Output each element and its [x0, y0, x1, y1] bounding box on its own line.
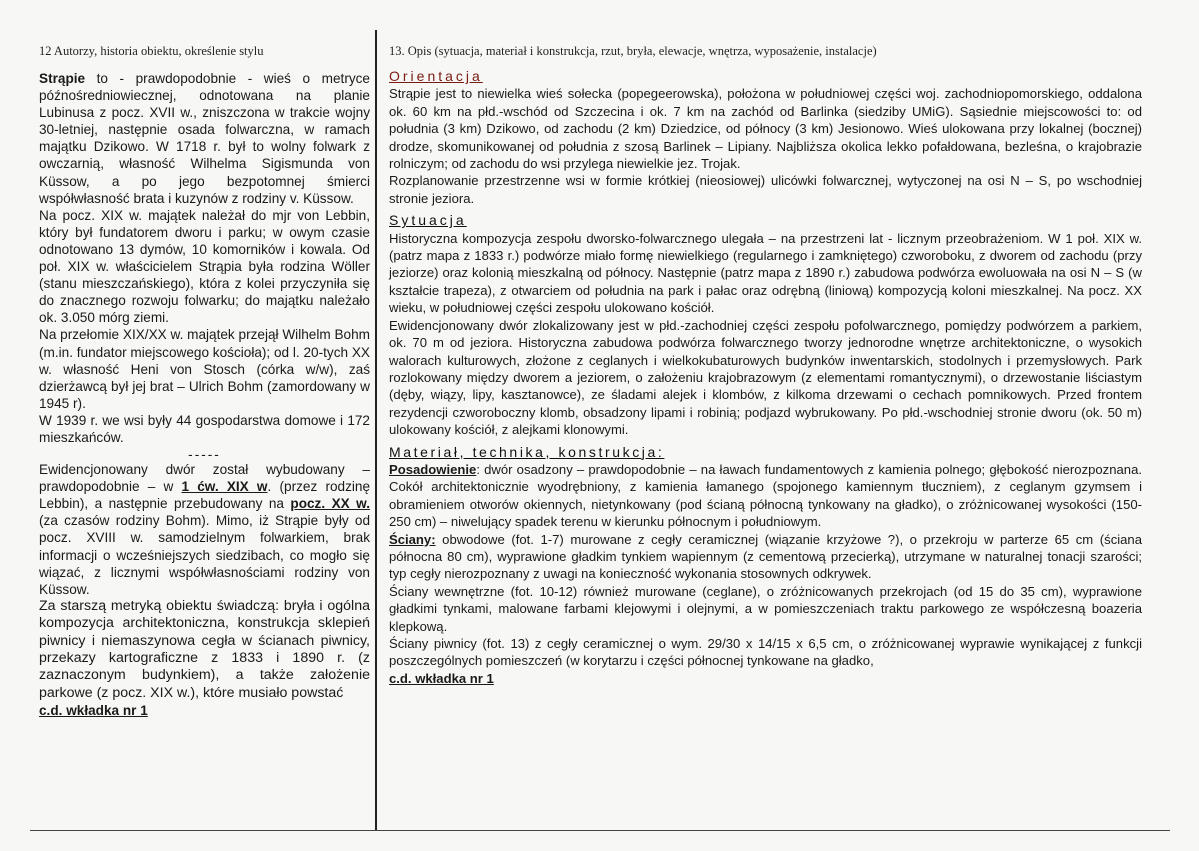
- history-paragraph-2: Na pocz. XIX w. majątek należał do mjr von Lebbin, który był fundatorem dworu i parku; w owym czasie odnotowano 13 dymów, 10 komorników i kowala. Od poł. XIX w. właścicielem Strąpia była rodzina Wöller (stanu mieszczańskiego), która z kolei przyczyniła się do znacznego rozwoju folwarku; do majątku należało ok. 3.050 mórg ziemi.: [39, 207, 370, 326]
- village-name: Strąpie: [39, 71, 86, 86]
- separator-dashes: -----: [188, 447, 221, 463]
- foundation-paragraph: Posadowienie: dwór osadzony – prawdopodobnie – na ławach fundamentowych z kamienia polnego; głębokość nierozpoznana. Cokół architektonicznie wyodrębniony, z kamienia łamanego (spojonego kamiennym tłuczniem), z ceglanym gzymsem i obramieniem otworów okiennych, nietynkowany (pod ścianą północną tynkowany na gładko), o zróżnicowanej wysokości (150-250 cm) – niwelujący spadek terenu w kierunku północnym i południowym.: [389, 461, 1142, 530]
- continued-insert-note: c.d. wkładka nr 1: [39, 703, 148, 719]
- orientation-paragraph-1: Strąpie jest to niewielka wieś sołecka (popegeerowska), położona w południowej części woj. zachodniopomorskiego, oddalona ok. 60 km na płd.-wschód od Szczecina i ok. 7 km na zachód od Barlinka (siedziby UMiG). Sąsiednie miejscowości to: od południa (3 km) Dzikowo, od zachodu (2 km) Dziedzice, od północy (3 km) Jesionowo. Wieś ulokowana przy lokalnej (bocznej) drodze, skomunikowanej od południa z szosą Barlinek – Lipiany. Najbliższa okolica lekko pofałdowana, bezleśna, o krajobrazie rolniczym; od zachodu do wsi przylega niewielkie jez. Trojak.: [389, 86, 1142, 172]
- situation-paragraph-1: Historyczna kompozycja zespołu dworsko-folwarcznego ulegała – na przestrzeni lat - licznym przeobrażeniom. W 1 poł. XIX w. (patrz mapa z 1833 r.) podwórze miało formę niewielkiego (regularnego i zamkniętego) czworoboku, z dworem od zachodu (przy jeziorze) oraz kolonią mieszkalną od północy. Następnie (patrz mapa z 1890 r.) zabudowa podwórza ewoluowała na osi N – S (w kształcie trapeza), z otwarciem od południa na park i pałac oraz odrębną (liniową) kompozycją koloni mieszkalnej. Na pocz. XX wieku, w południowej części zespołu ulokowano kościół.: [389, 230, 1142, 316]
- interior-walls-paragraph: Ściany wewnętrzne (fot. 10-12) również murowane (ceglane), o zróżnicowanych przekrojach (od 15 do 35 cm), wyprawione gładkimi tynkami, malowane farbami klejowymi i olejnymi, a w pomieszczeniach traktu parkowego ze współczesną boazeria klepkową.: [389, 583, 1142, 634]
- orientation-paragraph-2: Rozplanowanie przestrzenne wsi w formie krótkiej (nieosiowej) ulicówki folwarcznej, wytyczonej na osi N – S, po wschodniej stronie jeziora.: [389, 173, 1142, 206]
- heading-orientacja: Orientacja: [389, 68, 483, 84]
- heading-sytuacja: Sytuacja: [389, 212, 467, 229]
- left-column-header: 12 Autorzy, historia obiektu, określenie stylu: [39, 44, 264, 58]
- column-divider: [375, 30, 377, 830]
- walls-paragraph: Ściany: obwodowe (fot. 1-7) murowane z cegły ceramicznej (wiązanie krzyżowe ?), o przekroju w parterze 65 cm (ściana północna 80 cm), wyprawione gładkim tynkiem wapiennym (z cementową przecierką), utrzymane w naturalnej tonacji szarości; typ cegły nierozpoznany z uwagi na konieczność wykonania stosownych odkrywek.: [389, 531, 1142, 582]
- history-paragraph-1: Strąpie to - prawdopodobnie - wieś o metryce późnośredniowiecznej, odnotowana na planie Lubinusa z pocz. XVII w., zniszczona w trakcie wojny 30-letniej, następnie osada folwarczna, w ramach majątku Dzikowo. W 1718 r. był to wolny folwark z owczarnią, własność Wilhelma Sigismunda von Küssow, a po jego bezpotomnej śmierci współwłasność brata i kuzynów z rodziny v. Küssow.: [39, 71, 370, 206]
- dating-first-quarter: 1 ćw. XIX w: [181, 479, 268, 495]
- bottom-border: [30, 830, 1170, 831]
- left-column: [39, 70, 370, 719]
- evidence-paragraph: Za starszą metryką obiektu świadczą: bryła i ogólna kompozycja architektoniczna, konstrukcja sklepień piwnicy i niemaszynowa cegła w ścianach piwnicy, przekazy kartograficzne z 1833 i 1890 r. (z zaznaczonym budynkiem), a także założenie parkowe (z pocz. XIX w.), które musiało powstać: [39, 597, 370, 701]
- basement-walls-paragraph: Ściany piwnicy (fot. 13) z cegły ceramicznej o wym. 29/30 x 14/15 x 6,5 cm, o zróżnicowanej wyprawie wynikającej z funkcji poszczególnych pomieszczeń (w korytarzu i części północnej tynkowane na gładko,: [389, 636, 1142, 669]
- continued-insert-note-right: c.d. wkładka nr 1: [389, 670, 494, 686]
- history-paragraph-3: Na przełomie XIX/XX w. majątek przejął Wilhelm Bohm (m.in. fundator miejscowego kościoła); od l. 20-tych XX w. własność Heni von Stosch (córka w/w), zaś dzierżawcą był jej brat – Ulrich Bohm (zamordowany w 1945 r).: [39, 327, 370, 411]
- situation-paragraph-2: Ewidencjonowany dwór zlokalizowany jest w płd.-zachodniej części zespołu pofolwarcznego, pomiędzy podwórzem a parkiem, ok. 70 m od jeziora. Historyczna zabudowa podwórza folwarcznego tworzy jednorodne wnętrze architektoniczne, o wysokich walorach kulturowych, złożone z ceglanych i wielkokubaturowych budynków inwentarskich, stodolnych i przemysłowych. Park rozlokowany między dworem a jeziorem, o założeniu krajobrazowym (z elementami romantycznymi), o drzewostanie liściastym (dęby, wiązy, lipy, kasztanowce), ze śladami alejek i klombów, z kilkoma drzewami o cechach pomnikowych. Przed frontem rezydencji czworoboczny klomb, obsadzony lipami i robinią; podjazd wybrukowany. Po płd.-wschodniej stronie dworu (ok. 50 m) ulokowany kościół, z alejkami klonowymi.: [389, 317, 1142, 438]
- dating-early-20th: pocz. XX w.: [290, 496, 370, 512]
- foundation-label: Posadowienie: [389, 461, 477, 477]
- construction-dating-paragraph: Ewidencjonowany dwór został wybudowany – prawdopodobnie – w 1 ćw. XIX w. (przez rodzinę Lebbin), a następnie przebudowany na pocz. XX w. (za czasów rodziny Bohm). Mimo, iż Strąpie były od pocz. XVIII w. samodzielnym folwarkiem, brak informacji o wcześniejszych siedzibach, co mogło się wiązać, z licznymi współwłasnościami rodziny von Küssow.: [39, 462, 371, 597]
- walls-label: Ściany:: [389, 531, 436, 547]
- right-column: [389, 68, 1142, 687]
- heading-material: Materiał, technika, konstrukcja:: [389, 443, 665, 460]
- history-paragraph-4: W 1939 r. we wsi były 44 gospodarstwa domowe i 172 mieszkańców.: [39, 412, 370, 445]
- right-column-header: 13. Opis (sytuacja, materiał i konstrukcja, rzut, bryła, elewacje, wnętrza, wyposażenie, instalacje): [389, 44, 877, 58]
